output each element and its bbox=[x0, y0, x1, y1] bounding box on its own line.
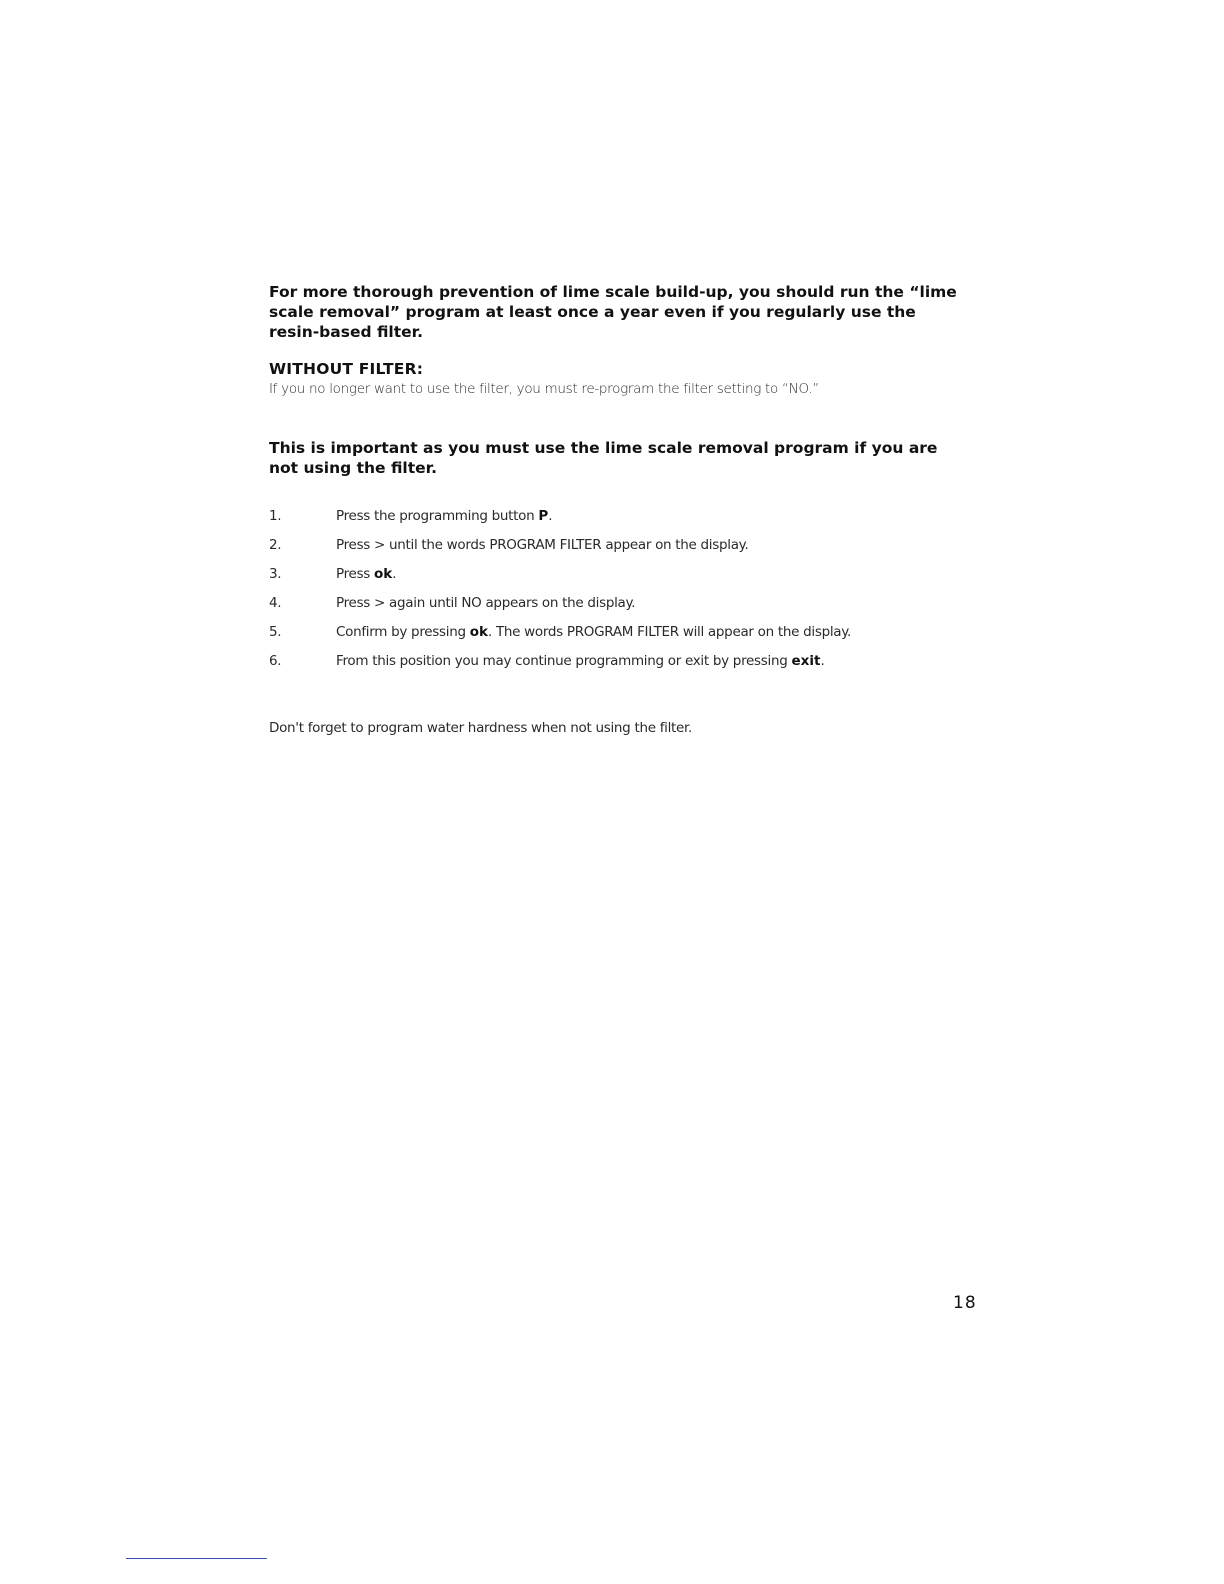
section-heading: WITHOUT FILTER: bbox=[269, 360, 424, 378]
step-text bbox=[336, 535, 956, 555]
step-number: 2. bbox=[269, 537, 282, 553]
bottom-rule-line bbox=[126, 1558, 267, 1559]
step-key: ok bbox=[374, 566, 393, 582]
step-text-part: . bbox=[548, 508, 553, 524]
step-text-part: . bbox=[820, 653, 825, 669]
step-number: 6. bbox=[269, 653, 282, 669]
step-text-part: Confirm by pressing bbox=[336, 624, 470, 640]
step-text-part: Press the programming button bbox=[336, 508, 539, 524]
step-text-part: . bbox=[392, 566, 397, 582]
step-text-part: From this position you may continue programming or exit by pressing bbox=[336, 653, 792, 669]
step-item bbox=[269, 564, 969, 593]
step-number: 5. bbox=[269, 624, 282, 640]
step-number: 1. bbox=[269, 508, 282, 524]
step-text bbox=[336, 593, 956, 613]
step-text bbox=[336, 651, 956, 671]
step-text bbox=[336, 564, 956, 584]
page-number: 18 bbox=[953, 1293, 977, 1313]
step-key: exit bbox=[791, 653, 821, 669]
steps-list bbox=[269, 506, 969, 680]
important-paragraph: This is important as you must use the lime scale removal program if you are not using the filter. bbox=[269, 439, 938, 477]
step-text-part: Press bbox=[336, 566, 375, 582]
step-text-part: Press > again until NO appears on the display. bbox=[336, 595, 636, 611]
step-item bbox=[269, 506, 969, 535]
step-item bbox=[269, 622, 969, 651]
step-text bbox=[336, 506, 956, 526]
step-text bbox=[336, 622, 956, 642]
step-text-part: . The words PROGRAM FILTER will appear on the display. bbox=[487, 624, 852, 640]
step-item bbox=[269, 535, 969, 564]
step-item bbox=[269, 651, 969, 680]
step-number: 4. bbox=[269, 595, 282, 611]
step-text-part: Press > until the words PROGRAM FILTER appear on the display. bbox=[336, 537, 749, 553]
section-text: If you no longer want to use the filter, you must re-program the filter setting to “NO.” bbox=[269, 381, 819, 397]
step-item bbox=[269, 593, 969, 622]
step-number: 3. bbox=[269, 566, 282, 582]
step-key: ok bbox=[469, 624, 488, 640]
intro-paragraph: For more thorough prevention of lime scale build-up, you should run the “lime scale removal” program at least once a year even if you regularly use the resin-based filter. bbox=[269, 283, 957, 341]
footer-note: Don't forget to program water hardness when not using the filter. bbox=[269, 720, 693, 736]
step-key: P bbox=[538, 508, 549, 524]
